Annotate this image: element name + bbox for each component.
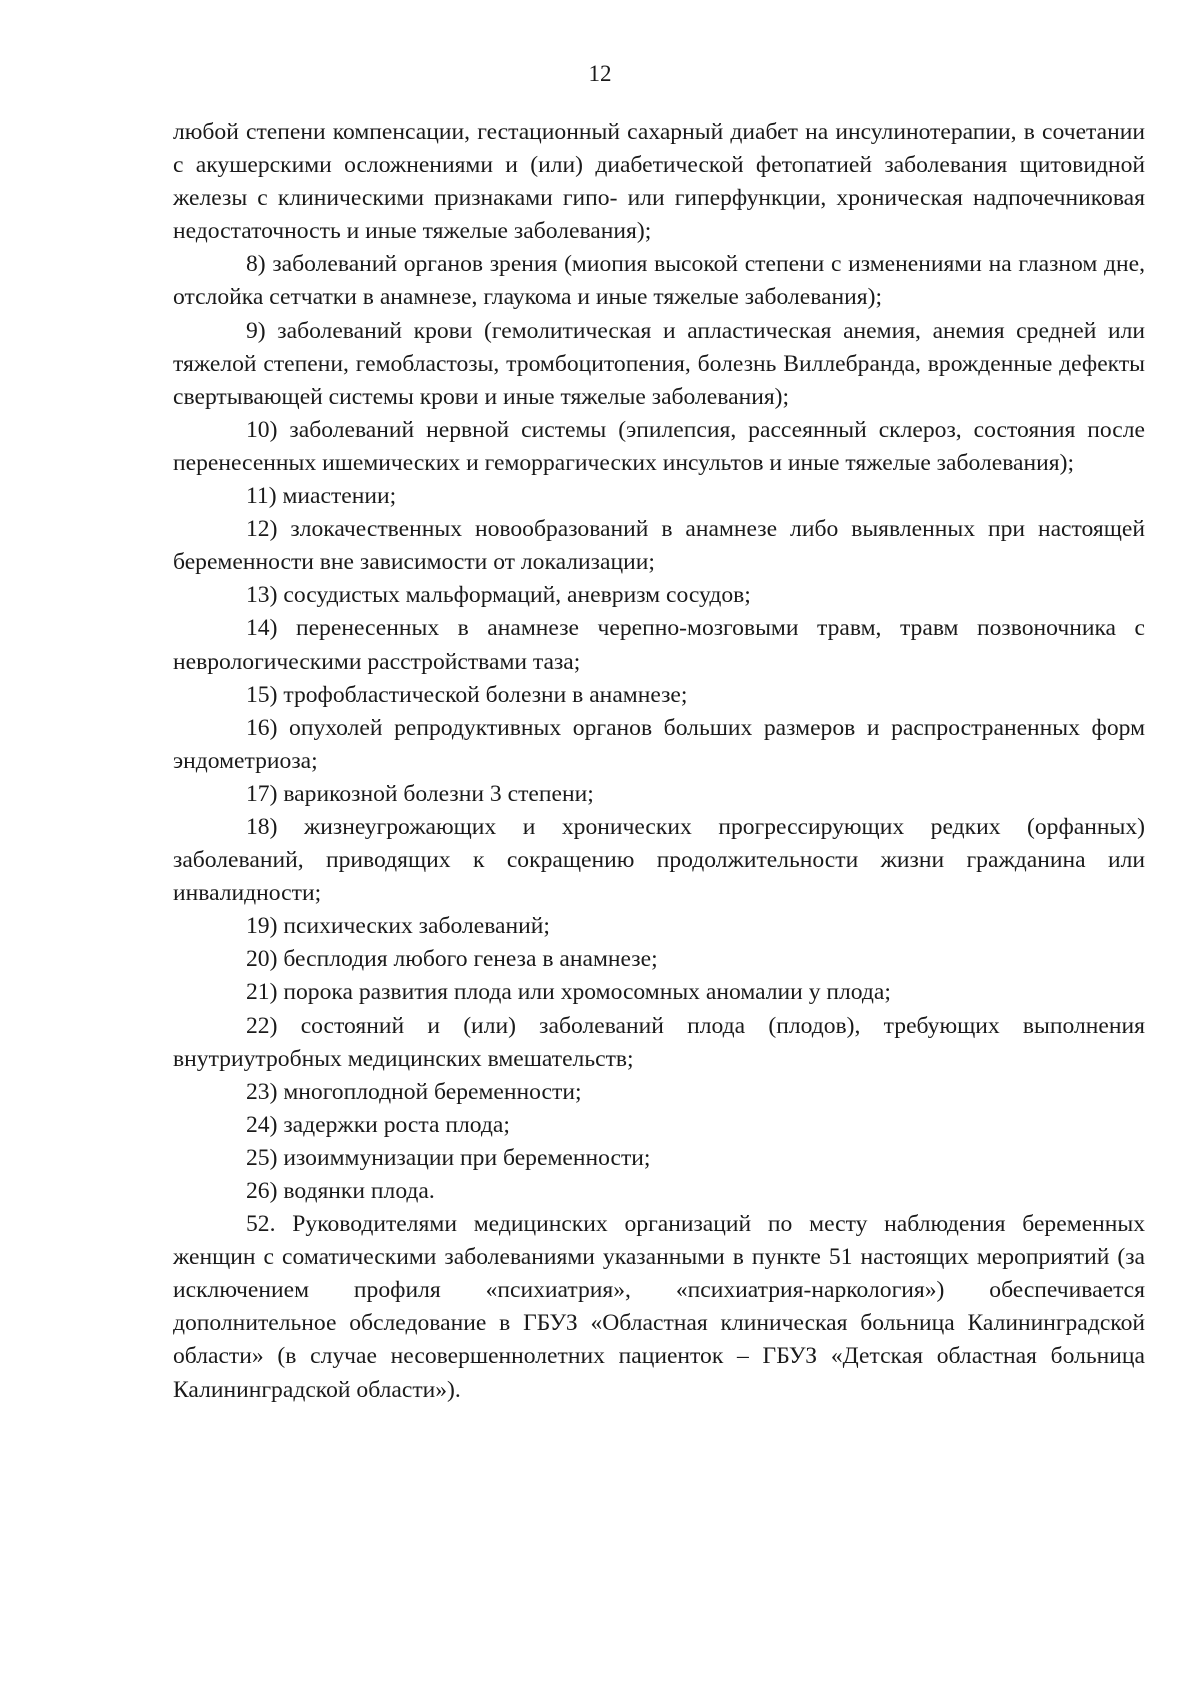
list-item-18: 18) жизнеугрожающих и хронических прогрессирующих редких (орфанных) заболеваний, приводящих к сокращению продолжительности жизни гражданина или инвалидности; <box>173 813 1145 907</box>
list-item-24: 24) задержки роста плода; <box>246 1111 510 1138</box>
list-item-17: 17) варикозной болезни 3 степени; <box>246 780 594 807</box>
list-item-16: 16) опухолей репродуктивных органов больших размеров и распространенных форм эндометриоза; <box>173 714 1145 774</box>
list-item-10: 10) заболеваний нервной системы (эпилепсия, рассеянный склероз, состояния после перенесенных ишемических и геморрагических инсультов и иные тяжелые заболевания); <box>173 416 1145 476</box>
section-52: 52. Руководителями медицинских организаций по месту наблюдения беременных женщин с соматическими заболеваниями указанными в пункте 51 настоящих мероприятий (за исключением профиля «психиатрия», «психиатрия-наркология») обеспечивается дополнительное обследование в ГБУЗ «Областная клиническая больница Калининградской области» (в случае несовершеннолетних пациенток – ГБУЗ «Детская областная больница Калининградской области»). <box>173 1211 1145 1403</box>
list-item-23: 23) многоплодной беременности; <box>246 1078 582 1105</box>
list-item-14: 14) перенесенных в анамнезе черепно-мозговыми травм, травм позвоночника с неврологическими расстройствами таза; <box>173 615 1145 675</box>
list-item-21: 21) порока развития плода или хромосомных аномалии у плода; <box>246 979 891 1006</box>
list-item-22: 22) состояний и (или) заболеваний плода (плодов), требующих выполнения внутриутробных медицинских вмешательств; <box>173 1012 1145 1072</box>
list-item-9: 9) заболеваний крови (гемолитическая и апластическая анемия, анемия средней или тяжелой степени, гемобластозы, тромбоцитопения, болезнь Виллебранда, врожденные дефекты свертывающей системы крови и иные тяжелые заболевания); <box>173 317 1145 410</box>
list-item-26: 26) водянки плода. <box>246 1178 435 1204</box>
page-number: 12 <box>588 61 612 86</box>
list-item-11: 11) миастении; <box>246 483 397 510</box>
list-item-19: 19) психических заболеваний; <box>246 913 550 940</box>
list-item-15: 15) трофобластической болезни в анамнезе; <box>246 681 688 708</box>
list-item-12: 12) злокачественных новообразований в анамнезе либо выявленных при настоящей беременности вне зависимости от локализации; <box>173 516 1145 576</box>
paragraph-continuation: любой степени компенсации, гестационный сахарный диабет на инсулинотерапии, в сочетании с акушерскими осложнениями и (или) диабетической фетопатией заболевания щитовидной железы с клиническими признаками гипо- или гиперфункции, хроническая надпочечниковая недостаточность и иные тяжелые заболевания); <box>173 119 1145 245</box>
list-item-20: 20) бесплодия любого генеза в анамнезе; <box>246 946 658 973</box>
document-body <box>173 116 1145 1407</box>
list-item-25: 25) изоиммунизации при беременности; <box>246 1144 651 1171</box>
list-item-8: 8) заболеваний органов зрения (миопия высокой степени с изменениями на глазном дне, отслойка сетчатки в анамнезе, глаукома и иные тяжелые заболевания); <box>173 251 1145 311</box>
list-item-13: 13) сосудистых мальформаций, аневризм сосудов; <box>246 582 751 609</box>
